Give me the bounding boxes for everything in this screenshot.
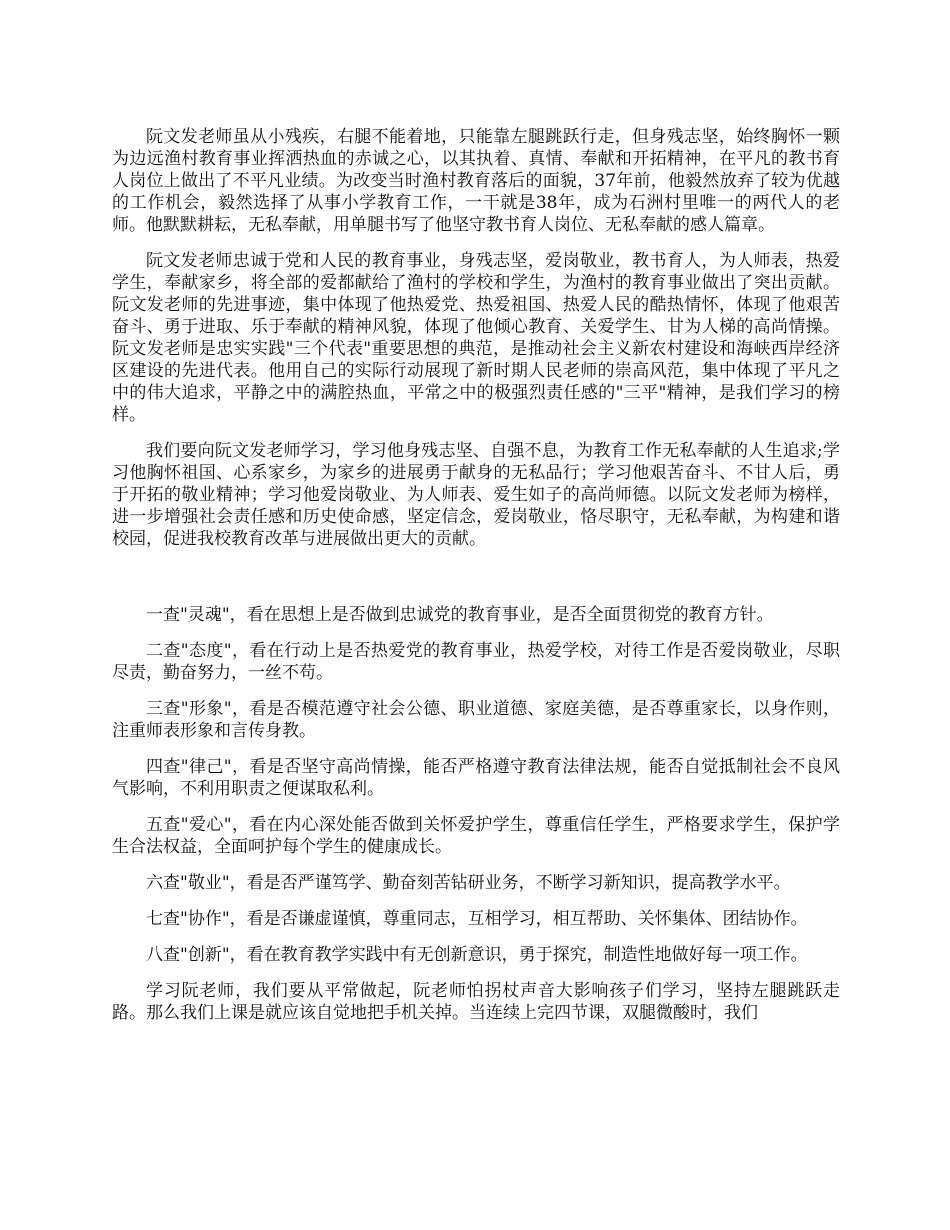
check-item-4: 四查"律己"，看是否坚守高尚情操，能否严格遵守教育法律法规，能否自觉抵制社会不良风气影响，不利用职责之便谋取私利。 — [112, 757, 840, 799]
check-item-5: 五查"爱心"，看在内心深处能否做到关怀爱护学生，尊重信任学生，严格要求学生，保护学生合法权益，全面呵护每个学生的健康成长。 — [112, 815, 840, 857]
intro-paragraph-1: 阮文发老师虽从小残疾，右腿不能着地，只能靠左腿跳跃行走，但身残志坚，始终胸怀一颗为边远渔村教育事业挥洒热血的赤诚之心，以其执着、真情、奉献和开拓精神，在平凡的教书育人岗位上做出了不平凡业绩。为改变当时渔村教育落后的面貌，37年前，他毅然放弃了较为优越的工作机会，毅然选择了从事小学教育工作，一干就是38年，成为石洲村里唯一的两代人的老师。他默默耕耘，无私奉献，用单腿书写了他坚守教书育人岗位、无私奉献的感人篇章。 — [112, 127, 840, 235]
intro-paragraph-2: 阮文发老师忠诚于党和人民的教育事业，身残志坚，爱岗敬业，教书育人，为人师表，热爱学生，奉献家乡，将全部的爱都献给了渔村的学校和学生，为渔村的教育事业做出了突出贡献。阮文发老师的先进事迹，集中体现了他热爱党、热爱祖国、热爱人民的酷热情怀，体现了他艰苦奋斗、勇于进取、乐于奉献的精神风貌，体现了他倾心教育、关爱学生、甘为人梯的高尚情操。阮文发老师是忠实实践"三个代表"重要思想的典范，是推动社会主义新农村建设和海峡西岸经济区建设的先进代表。他用自己的实际行动展现了新时期人民老师的崇高风范，集中体现了平凡之中的伟大追求，平静之中的满腔热血，平常之中的极强烈责任感的"三平"精神，是我们学习的榜样。 — [112, 251, 840, 425]
intro-paragraph-3: 我们要向阮文发老师学习，学习他身残志坚、自强不息，为教育工作无私奉献的人生追求;学习他胸怀祖国、心系家乡，为家乡的进展勇于献身的无私品行；学习他艰苦奋斗、不甘人后，勇于开拓的敬业精神；学习他爱岗敬业、为人师表、爱生如子的高尚师德。以阮文发老师为榜样，进一步增强社会责任感和历史使命感，坚定信念，爱岗敬业，恪尽职守，无私奉献，为构建和谐校园，促进我校教育改革与进展做出更大的贡献。 — [112, 441, 840, 549]
closing-paragraph: 学习阮老师，我们要从平常做起，阮老师怕拐杖声音大影响孩子们学习，坚持左腿跳跃走路。那么我们上课是就应该自觉地把手机关掉。当连续上完四节课，双腿微酸时，我们 — [112, 981, 840, 1023]
document-page — [112, 126, 840, 1038]
section-gap — [112, 564, 840, 604]
check-item-6: 六查"敬业"，看是否严谨笃学、勤奋刻苦钻研业务，不断学习新知识，提高教学水平。 — [146, 873, 791, 893]
check-item-8: 八查"创新"，看在教育教学实践中有无创新意识，勇于探究，制造性地做好每一项工作。 — [146, 945, 808, 965]
check-item-1: 一查"灵魂"，看在思想上是否做到忠诚党的教育事业，是否全面贯彻党的教育方针。 — [146, 605, 774, 625]
check-item-2: 二查"态度"，看在行动上是否热爱党的教育事业，热爱学校，对待工作是否爱岗敬业，尽职尽责，勤奋努力，一丝不苟。 — [112, 641, 840, 683]
check-item-7: 七查"协作"，看是否谦虚谨慎，尊重同志，互相学习，相互帮助、关怀集体、团结协作。 — [146, 909, 808, 929]
check-item-3: 三查"形象"，看是否模范遵守社会公德、职业道德、家庭美德，是否尊重家长，以身作则，注重师表形象和言传身教。 — [112, 699, 840, 741]
